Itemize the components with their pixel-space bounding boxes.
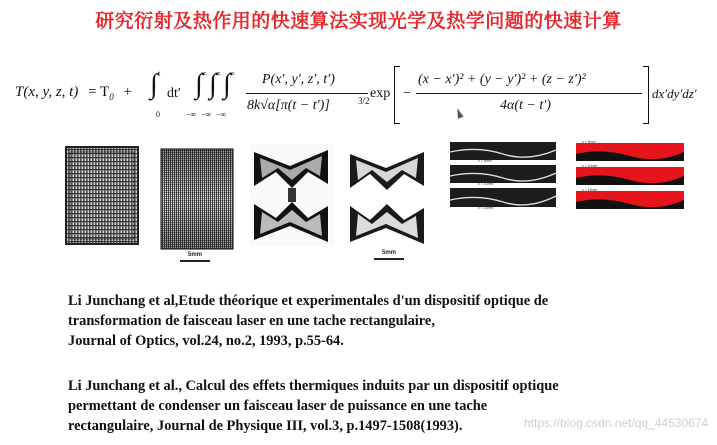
red-strip-label-1: z = 5mm (582, 140, 596, 144)
equation-fraction-bar (246, 93, 368, 94)
integral-x-lower: −∞ (186, 110, 197, 119)
reference-1 (68, 291, 548, 351)
diffraction-dark-svg (250, 144, 334, 246)
integral-z-lower: −∞ (216, 110, 227, 119)
simulated-rectangle-pattern (158, 148, 238, 266)
integral-time-upper: t (158, 69, 161, 78)
strip-label-1: z = 5mm (478, 159, 492, 163)
temperature-profile-gray (448, 140, 558, 210)
equation-differentials: dx′dy′dz′ (652, 86, 697, 101)
exp-fraction-bar (416, 93, 642, 94)
watermark: https://blog.csdn.net/qq_44530674 (524, 416, 709, 430)
red-strip-label-2: z = 10mm (582, 163, 598, 168)
reference-2 (68, 376, 559, 436)
exp-numerator: (x − x′)² + (y − y′)² + (z − z′)² (418, 72, 586, 87)
equation-t0: = T (88, 84, 110, 100)
integral-sign-z: ∫ (223, 69, 231, 100)
strip-label-2: z = 10mm (478, 182, 494, 186)
reference-1-line-2: transformation de faisceau laser en une tache rectangulaire, (68, 313, 435, 329)
equation-exp: exp (370, 86, 391, 101)
equation-minus: − (403, 86, 411, 101)
reference-2-line-3: rectangulaire, Journal de Physique III, vol.3, p.1497-1508(1993). (68, 418, 463, 434)
equation-t0-sub: 0 (109, 92, 114, 102)
exp-bracket-right (643, 66, 649, 124)
exp-bracket-left (394, 66, 400, 124)
exp-denominator: 4α(t − t′) (500, 98, 551, 113)
reference-2-line-2: permettant de condenser un faisceau laser de puissance en une tache (68, 398, 488, 414)
integral-sign-x: ∫ (195, 69, 203, 100)
scale-label-2: 5mm (382, 250, 397, 256)
simulated-rectangle-svg (158, 148, 238, 266)
integral-x-upper: ∞ (201, 69, 207, 78)
temperature-gray-svg (448, 140, 558, 210)
diffraction-pattern-dark (250, 144, 334, 246)
equation-denominator: 8k√α[π(t − t′)] (247, 98, 330, 113)
reference-1-line-1: Li Junchang et al,Etude théorique et experimentales d'un dispositif optique de (68, 293, 549, 309)
integral-z-upper: ∞ (229, 69, 235, 78)
integral-time-lower: 0 (156, 110, 160, 119)
red-strip-label-3: z = 15mm (582, 187, 598, 192)
experimental-rectangle-svg (62, 144, 142, 247)
equation-lhs (15, 84, 132, 102)
integral-y-lower: −∞ (201, 110, 212, 119)
temperature-profile-red (574, 140, 686, 212)
strip-label-3: z = 15mm (478, 206, 494, 210)
temperature-red-svg (574, 140, 686, 212)
equation-denominator-power: 3/2 (358, 96, 370, 106)
scale-bar (180, 260, 210, 262)
equation-dt: dt′ (167, 86, 181, 101)
equation-plus: + (123, 84, 132, 100)
reference-1-line-3: Journal of Optics, vol.24, no.2, 1993, p.55-64. (68, 333, 344, 349)
reference-2-line-1: Li Junchang et al., Calcul des effets thermiques induits par un dispositif optique (68, 378, 559, 394)
scale-label: 5mm (188, 252, 203, 258)
mouse-cursor-icon (454, 107, 463, 118)
scale-bar-2 (374, 258, 404, 260)
integral-sign-time: ∫ (150, 69, 158, 100)
equation-numerator: P(x′, y′, z′, t′) (262, 72, 335, 87)
diffraction-light-svg (344, 144, 430, 250)
experimental-rectangle-photo (62, 144, 142, 247)
slide-title: 研究衍射及热作用的快速算法实现光学及热学问题的快速计算 (95, 10, 622, 32)
equation-lhs-text: T(x, y, z, t) (15, 84, 79, 100)
integral-y-upper: ∞ (215, 69, 221, 78)
diffraction-pattern-light (344, 144, 430, 264)
integral-sign-y: ∫ (209, 69, 217, 100)
